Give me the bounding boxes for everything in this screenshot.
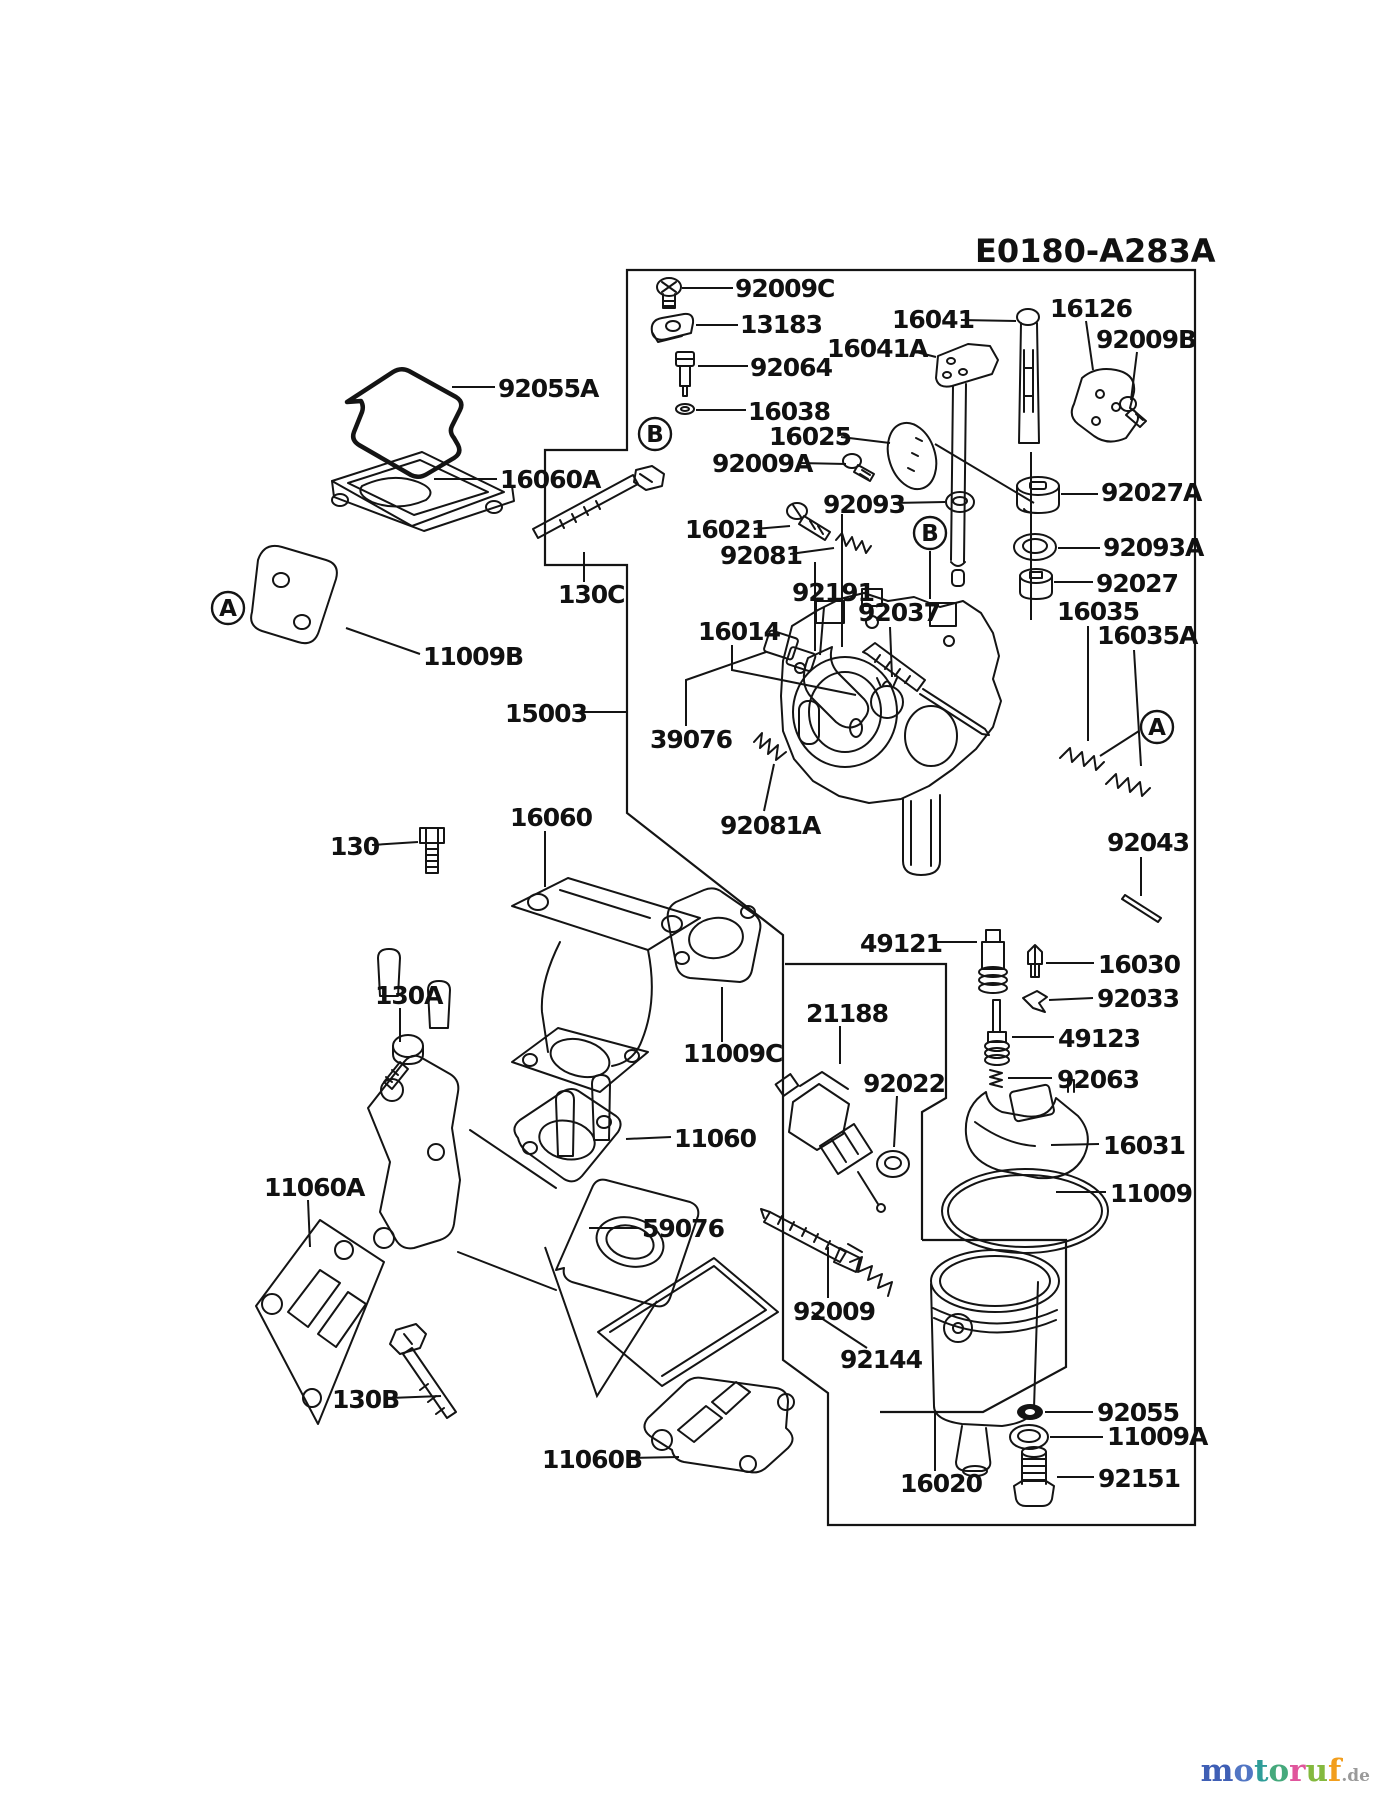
part-label-16060A: 16060A xyxy=(500,465,601,494)
leader-92081A xyxy=(764,764,774,811)
part-label-130B: 130B xyxy=(332,1385,400,1414)
leader-16035A xyxy=(1134,650,1141,766)
sketch-float-bowl xyxy=(931,1250,1059,1476)
sketch-11060-gasket xyxy=(514,1089,620,1181)
sketch-92033-clip xyxy=(1023,991,1047,1012)
part-label-92009: 92009 xyxy=(793,1297,875,1326)
part-label-92009C: 92009C xyxy=(735,274,835,303)
part-label-16025: 16025 xyxy=(769,422,851,451)
leader-92033 xyxy=(1049,998,1093,1000)
part-label-92191: 92191 xyxy=(792,578,874,607)
ref-marker-letter-B: B xyxy=(921,521,939,547)
ref-markers-layer xyxy=(212,418,1173,743)
sketch-16025-diaphragm xyxy=(880,417,945,496)
part-label-92093: 92093 xyxy=(823,490,905,519)
part-label-16035A: 16035A xyxy=(1097,621,1198,650)
part-label-130: 130 xyxy=(330,832,380,861)
part-label-92081: 92081 xyxy=(720,541,802,570)
part-label-15003: 15003 xyxy=(505,699,587,728)
sketch-16060A-chamber-cover xyxy=(332,452,514,531)
part-label-92055: 92055 xyxy=(1097,1398,1179,1427)
sketch-92093A-washer xyxy=(1014,534,1056,560)
part-label-16126: 16126 xyxy=(1050,294,1132,323)
sketch-16041A-choke-lever xyxy=(936,344,998,586)
part-label-11060A: 11060A xyxy=(264,1173,365,1202)
part-label-16020: 16020 xyxy=(900,1469,982,1498)
sketch-92093-washer xyxy=(946,492,974,512)
part-label-16035: 16035 xyxy=(1057,597,1139,626)
part-label-92081A: 92081A xyxy=(720,811,821,840)
sketch-92055-oring xyxy=(1017,1404,1043,1420)
part-label-92151: 92151 xyxy=(1098,1464,1180,1493)
sketch-92009C-screw xyxy=(657,278,681,308)
sketch-92009A-screw xyxy=(843,454,874,481)
sketch-92009-screw xyxy=(761,1209,862,1272)
leader-92191 xyxy=(820,607,824,655)
sketch-130B-bolt xyxy=(390,1324,456,1418)
part-label-16031: 16031 xyxy=(1103,1131,1185,1160)
assembly-boundary-boxes xyxy=(545,270,1195,1525)
part-label-11009B: 11009B xyxy=(423,642,524,671)
sketch-92081A-spring xyxy=(754,733,786,760)
part-label-11009: 11009 xyxy=(1110,1179,1192,1208)
sketch-92064-valve xyxy=(676,352,694,396)
sketch-92144-spring xyxy=(850,1257,892,1296)
part-label-92022: 92022 xyxy=(863,1069,945,1098)
part-label-92093A: 92093A xyxy=(1103,533,1204,562)
part-label-92027: 92027 xyxy=(1096,569,1178,598)
sketch-130-bolt xyxy=(420,828,444,873)
part-label-92144: 92144 xyxy=(840,1345,922,1374)
sketch-16035-pilot-screw xyxy=(1060,748,1104,770)
leader-11060A xyxy=(308,1200,310,1247)
ref-marker-letter-B: B xyxy=(646,422,664,448)
part-label-59076: 59076 xyxy=(642,1214,724,1243)
watermark-domain-suffix: .de xyxy=(1341,1766,1370,1786)
sketch-92043-pin xyxy=(1122,895,1161,922)
part-label-92009A: 92009A xyxy=(712,449,813,478)
sketch-16041-choke-shaft xyxy=(1017,309,1039,443)
sketch-49121-nozzle xyxy=(979,930,1007,993)
part-label-92043: 92043 xyxy=(1107,828,1189,857)
sketch-92191-hose xyxy=(799,647,868,744)
part-label-92037: 92037 xyxy=(858,598,940,627)
ref-marker-letter-A: A xyxy=(1148,715,1166,741)
part-label-21188: 21188 xyxy=(806,999,888,1028)
leader-92037 xyxy=(890,627,892,677)
part-label-92055A: 92055A xyxy=(498,374,599,403)
sketch-16014-needle-valve xyxy=(863,643,989,735)
sketch-92027A-cap xyxy=(1017,477,1059,513)
sketch-16126-choke-plate xyxy=(1072,369,1138,442)
sketch-16030-float-needle xyxy=(1028,945,1042,977)
sketch-11009B-gasket xyxy=(251,546,337,643)
sketch-92009B-screw xyxy=(1120,397,1146,427)
leader-39076 xyxy=(686,652,766,726)
assembly-line-markerA xyxy=(1100,731,1139,756)
watermark-brand-text: motoruf xyxy=(1200,1753,1342,1789)
sketch-92022-washer xyxy=(877,1151,909,1177)
part-label-130A: 130A xyxy=(375,981,443,1010)
diagram-code: E0180-A283A xyxy=(975,232,1216,270)
part-label-49121: 49121 xyxy=(860,929,942,958)
part-label-13183: 13183 xyxy=(740,310,822,339)
part-label-16030: 16030 xyxy=(1098,950,1180,979)
leader-16031 xyxy=(1051,1144,1099,1145)
part-label-16041A: 16041A xyxy=(827,334,928,363)
part-label-92064: 92064 xyxy=(750,353,832,382)
part-sketches xyxy=(251,278,1161,1506)
part-label-92033: 92033 xyxy=(1097,984,1179,1013)
watermark-motoruf-logo[interactable] xyxy=(1198,1752,1370,1795)
sketch-16060-manifold xyxy=(512,878,700,1092)
part-label-16038: 16038 xyxy=(748,397,830,426)
sketch-11009A-washer xyxy=(1010,1425,1048,1449)
sketch-16031-float xyxy=(966,1080,1088,1178)
sketch-92037-clamp xyxy=(871,678,903,718)
leader-11009B xyxy=(346,628,420,654)
part-label-11009A: 11009A xyxy=(1107,1422,1208,1451)
part-label-92063: 92063 xyxy=(1057,1065,1139,1094)
part-label-39076: 39076 xyxy=(650,725,732,754)
part-label-92009B: 92009B xyxy=(1096,325,1197,354)
leader-16126 xyxy=(1086,321,1093,370)
part-label-16014: 16014 xyxy=(698,617,780,646)
sketch-92027-cap xyxy=(1020,569,1052,599)
sketch-92063-spring xyxy=(990,1070,1002,1087)
sketch-11009C-gasket xyxy=(668,888,761,982)
part-label-92027A: 92027A xyxy=(1101,478,1202,507)
sketch-16038-oring xyxy=(676,404,694,414)
ref-marker-letter-A: A xyxy=(219,596,237,622)
part-label-11060B: 11060B xyxy=(542,1445,643,1474)
part-label-11009C: 11009C xyxy=(683,1039,783,1068)
leader-92022 xyxy=(894,1096,897,1147)
part-label-16041: 16041 xyxy=(892,305,974,334)
sketch-92055A-gasket xyxy=(347,369,461,477)
sketch-16035A-pilot-screw xyxy=(1106,774,1150,796)
part-label-11060: 11060 xyxy=(674,1124,756,1153)
sketch-49123-jet xyxy=(985,1000,1009,1065)
part-label-16021: 16021 xyxy=(685,515,767,544)
sketch-92151-drain-screw xyxy=(1014,1447,1054,1506)
part-label-49123: 49123 xyxy=(1058,1024,1140,1053)
leader-11060 xyxy=(626,1137,671,1139)
sketch-13183-lever xyxy=(652,314,693,342)
part-label-16060: 16060 xyxy=(510,803,592,832)
part-label-130C: 130C xyxy=(558,580,625,609)
